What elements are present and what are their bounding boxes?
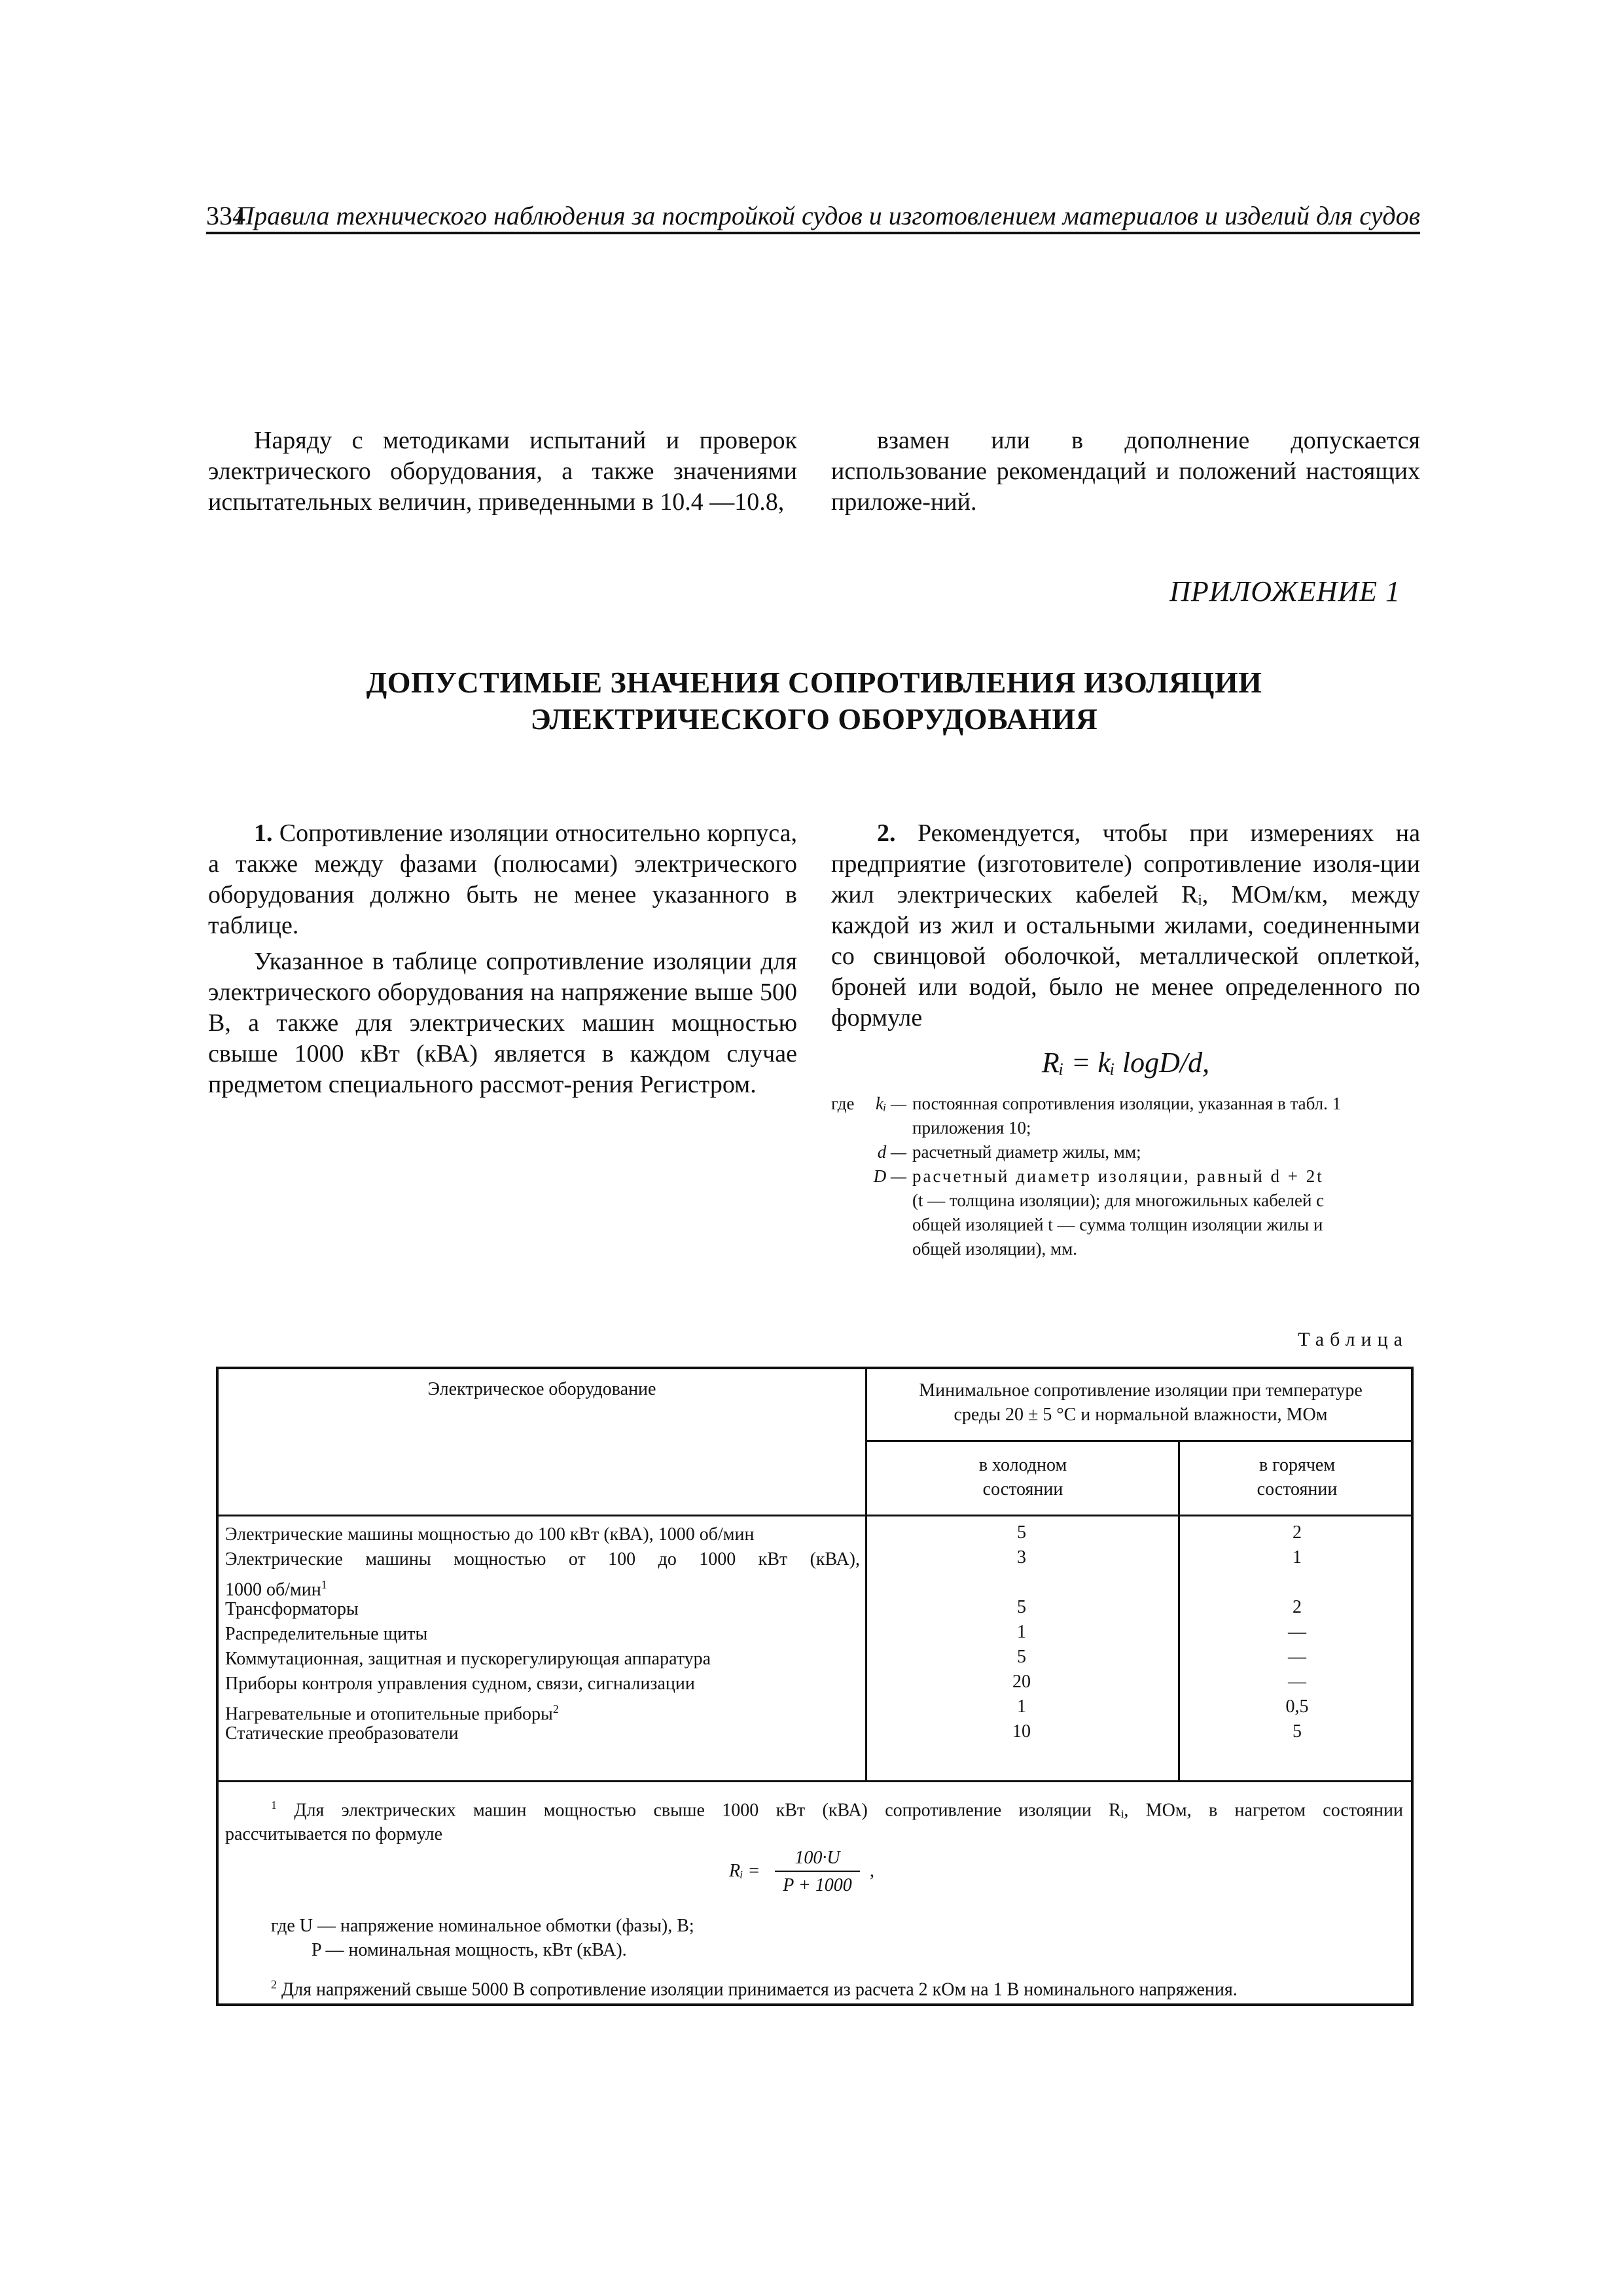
row-name: Электрические машины мощностью до 100 кВт (кВА), 1000 об/мин [225, 1524, 755, 1545]
cell-hot: 0,5 [1285, 1696, 1309, 1717]
footnote-ref: 1 [321, 1578, 327, 1591]
footnote-1-text: Для электрических машин мощностью свыше 1000 кВт (кВА) сопротивление изоляции Rᵢ, МОм, в нагретом состоянии [294, 1800, 1403, 1821]
intro-right-paragraph: взамен или в дополнение допускается использование рекомендаций и положений настоящих приложе-ний. [831, 427, 1420, 516]
intro-left-paragraph: Наряду с методиками испытаний и проверок электрического оборудования, а также значениями испытательных величин, приведенными в 10.4 —10.8, [208, 427, 797, 516]
fraction-bar [775, 1871, 860, 1872]
row-name: Электрические машины мощностью от 100 до 1000 кВт (кВА), [225, 1549, 860, 1570]
cell-cold: 1 [1017, 1696, 1026, 1717]
row-name: 1000 об/мин [225, 1579, 321, 1600]
subheader-line: состоянии [1257, 1479, 1338, 1499]
cell-hot: 2 [1293, 1522, 1302, 1543]
footnote-1-line: рассчитывается по формуле [225, 1824, 443, 1845]
cell-cold: 10 [1012, 1721, 1031, 1742]
table-row [225, 1721, 860, 1746]
legend-symbol: kᵢ — [875, 1094, 906, 1113]
appendix-label: ПРИЛОЖЕНИЕ 1 [1169, 575, 1400, 607]
subheader-hot [1181, 1453, 1414, 1501]
section-2-number: 2. [877, 819, 896, 847]
foot-formula-lhs: Rᵢ = [729, 1861, 760, 1881]
row-name: Нагревательные и отопительные приборы [225, 1704, 553, 1725]
legend-text: постоянная сопротивления изоляции, указанная в табл. 1 [912, 1094, 1342, 1113]
table-label: Таблица [1298, 1329, 1408, 1350]
table-divider [865, 1369, 867, 1782]
section-1-paragraph-2: Указанное в таблице сопротивление изоляции для электрического оборудования на напряжение выше 500 В, а также для электрических машин мощностью свыше 1000 кВт (кВА) является в каждом случае предметом специального рассмот-рения Регистром. [208, 948, 797, 1098]
legend-text: расчетный диаметр изоляции, равный d + 2t [912, 1166, 1324, 1186]
cell-hot: 5 [1293, 1721, 1302, 1742]
foot-formula-numerator: 100·U [794, 1848, 840, 1868]
footnote-mark: 2 [271, 1978, 277, 1991]
legend-where: где [831, 1094, 855, 1113]
cell-cold: 5 [1017, 1522, 1026, 1543]
footnote-2 [225, 1973, 1403, 2001]
table-row [225, 1597, 860, 1622]
row-name: Трансформаторы [225, 1599, 359, 1619]
subheader-line: в холодном [978, 1455, 1067, 1475]
footnote-ref: 2 [552, 1702, 559, 1715]
footnote-1-line [225, 1793, 1403, 1822]
foot-formula-denominator: P + 1000 [783, 1875, 852, 1895]
footnote-mark: 1 [271, 1799, 277, 1812]
section-2-paragraph [831, 818, 1420, 1033]
cell-hot: — [1288, 1622, 1306, 1642]
table-row [225, 1672, 860, 1696]
legend-text: расчетный диаметр жилы, мм; [912, 1142, 1141, 1162]
section-1-paragraph-1 [208, 818, 797, 941]
insulation-table [216, 1367, 1414, 2006]
running-title: Правила технического наблюдения за постройкой судов и изготовлением материалов и изделий для судов [235, 201, 1420, 230]
cell-cold: 1 [1017, 1622, 1026, 1642]
foot-formula-comma: , [870, 1861, 874, 1881]
footnote-where-line: где U — напряжение номинальное обмотки (фазы), В; [271, 1916, 694, 1936]
table-divider [865, 1440, 1414, 1442]
legend-symbol: D — [873, 1166, 906, 1186]
legend-text: общей изоляцией t — сумма толщин изоляции жилы и [912, 1215, 1323, 1234]
section-2 [831, 818, 1420, 1033]
row-name: Приборы контроля управления судном, связи, сигнализации [225, 1674, 695, 1694]
footnote-where-line: P — номинальная мощность, кВт (кВА). [312, 1940, 627, 1960]
cell-cold: 5 [1017, 1647, 1026, 1667]
subheader-cold [868, 1453, 1178, 1501]
subheader-line: состоянии [982, 1479, 1063, 1499]
col-header-line: Минимальное сопротивление изоляции при температуре [919, 1380, 1363, 1401]
cell-hot: 2 [1293, 1597, 1302, 1617]
table-divider [219, 1780, 1414, 1782]
formula-legend [831, 1092, 1420, 1288]
legend-text: (t — толщина изоляции); для многожильных кабелей с [912, 1191, 1325, 1210]
table-divider [219, 1515, 1414, 1516]
legend-symbol: d — [877, 1142, 906, 1162]
section-1-text: Сопротивление изоляции относительно корпуса, а также между фазами (полюсами) электрического оборудования должно быть не менее указанного в таблице. [208, 819, 797, 939]
row-name: Статические преобразователи [225, 1723, 459, 1744]
col-header-line: среды 20 ± 5 °С и нормальной влажности, МОм [954, 1405, 1328, 1425]
table-row [225, 1622, 860, 1647]
table-row [225, 1522, 860, 1547]
title-line-2: ЭЛЕКТРИЧЕСКОГО ОБОРУДОВАНИЯ [530, 702, 1098, 736]
running-header [206, 200, 1420, 234]
row-name: Распределительные щиты [225, 1624, 428, 1644]
footnote-where [271, 1914, 1056, 1962]
title-line-1: ДОПУСТИМЫЕ ЗНАЧЕНИЯ СОПРОТИВЛЕНИЯ ИЗОЛЯЦИИ [366, 666, 1262, 699]
page-title [208, 664, 1420, 738]
insulation-formula: Rᵢ = kᵢ logD/d, [1041, 1047, 1210, 1079]
table-row [225, 1647, 860, 1672]
footnote-2-text: Для напряжений свыше 5000 В сопротивление изоляции принимается из расчета 2 кОм на 1 В номинального напряжения. [281, 1979, 1238, 2000]
col-header-min-resistance [868, 1378, 1414, 1427]
cell-cold: 3 [1017, 1547, 1026, 1568]
subheader-line: в горячем [1258, 1455, 1336, 1475]
page-number: 334 [206, 201, 245, 230]
cell-hot: — [1288, 1647, 1306, 1667]
cell-hot: — [1288, 1672, 1306, 1692]
section-1 [208, 818, 797, 1100]
table-divider [1178, 1441, 1180, 1782]
section-1-number: 1. [254, 819, 273, 847]
legend-text: приложения 10; [912, 1118, 1031, 1138]
row-name: Коммутационная, защитная и пускорегулирующая аппаратура [225, 1649, 711, 1669]
col-header-equipment: Электрическое оборудование [427, 1379, 656, 1399]
cell-cold: 20 [1012, 1672, 1031, 1692]
section-2-text: Рекомендуется, чтобы при измерениях на предприятие (изготовителе) сопротивление изоля-ции жил электрических кабелей Rᵢ, МОм/км, между каждой из жил и остальными жилами, соединенными со свинцовой оболочкой, металлической оплеткой, броней или водой, было не менее определенного по формуле [831, 819, 1420, 1031]
cell-hot: 1 [1293, 1547, 1302, 1568]
table-row [225, 1547, 860, 1572]
cell-cold: 5 [1017, 1597, 1026, 1617]
footnote-1 [225, 1793, 1403, 1846]
legend-text: общей изоляции), мм. [912, 1239, 1077, 1259]
